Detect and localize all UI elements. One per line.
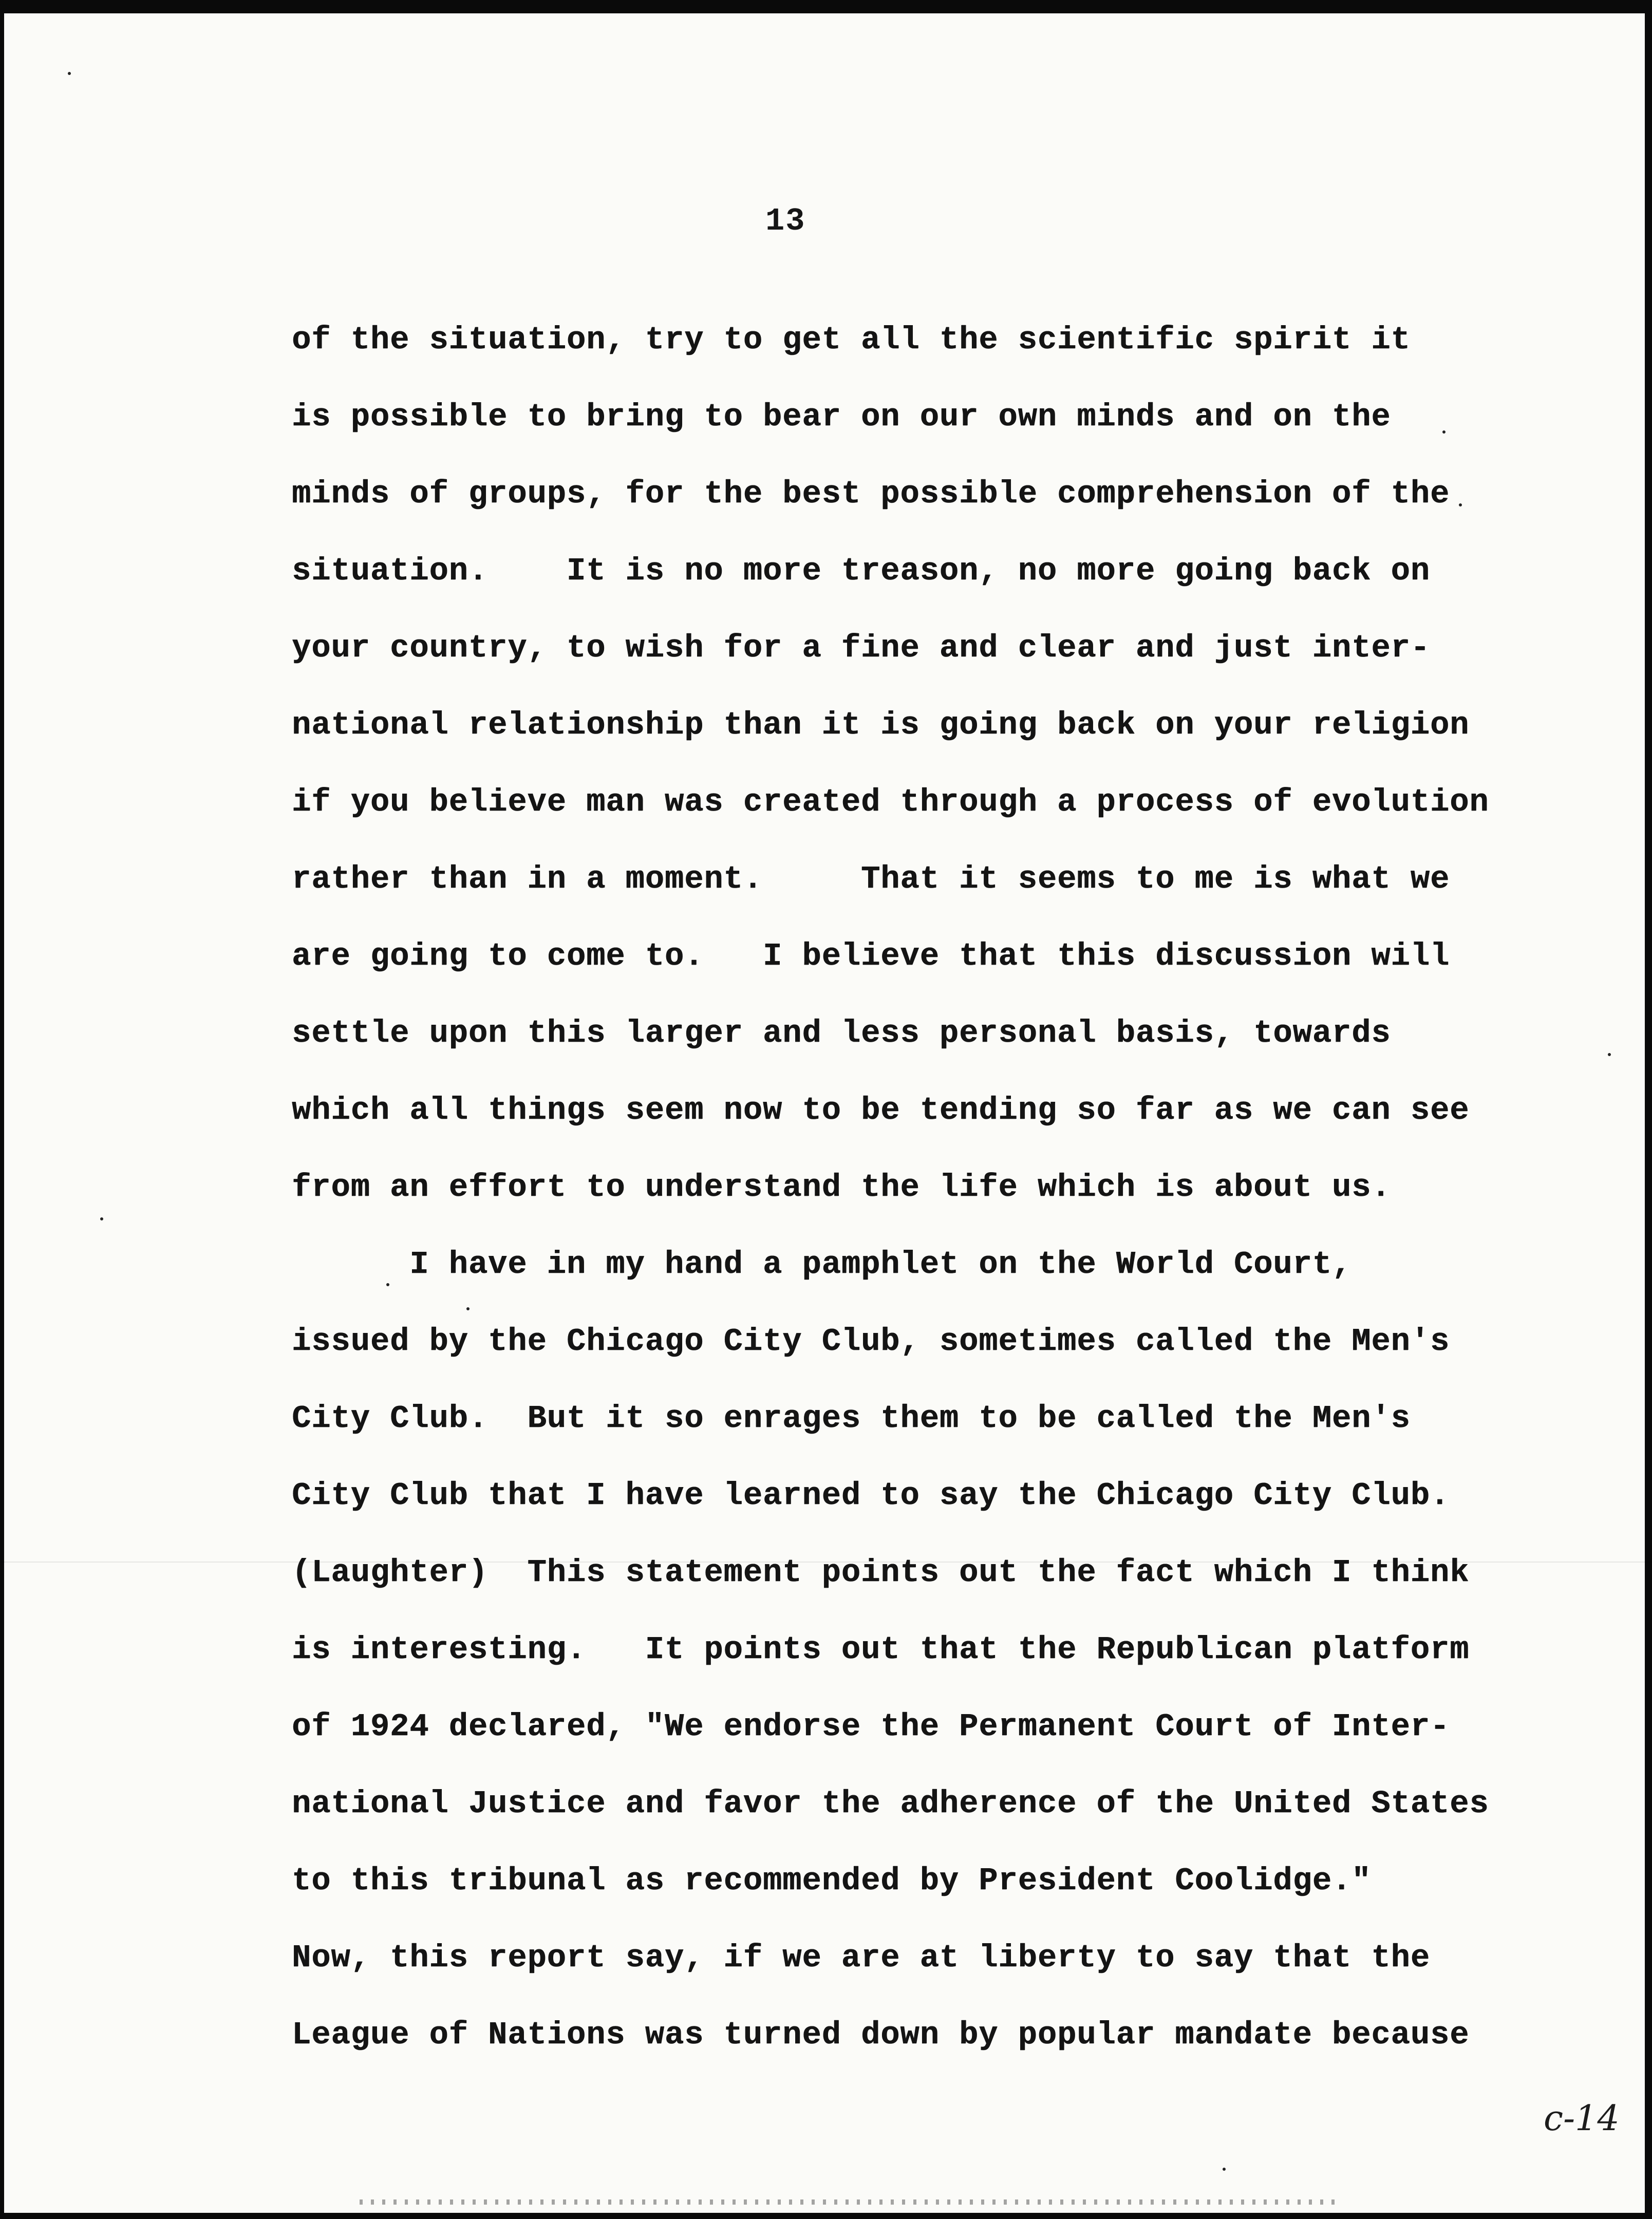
text-line: of 1924 declared, "We endorse the Permanent Court of Inter- <box>292 1708 1450 1745</box>
text-line: rather than in a moment. That it seems to me is what we <box>292 861 1450 897</box>
page-number: 13 <box>765 203 806 239</box>
scan-speck <box>466 1307 470 1310</box>
body-text <box>292 319 1504 2092</box>
text-line: of the situation, try to get all the scientific spirit it <box>292 322 1411 358</box>
text-line: minds of groups, for the best possible comprehension of the <box>292 476 1450 512</box>
handwritten-page-note: c-14 <box>1544 2098 1620 2139</box>
text-line: Now, this report say, if we are at liberty to say that the <box>292 1940 1430 1976</box>
text-line: from an effort to understand the life which is about us. <box>292 1169 1391 1206</box>
text-line: situation. It is no more treason, no more going back on <box>292 553 1430 589</box>
scan-speck <box>1459 503 1462 506</box>
text-line: settle upon this larger and less personal basis, towards <box>292 1015 1391 1051</box>
text-line: national relationship than it is going back on your religion <box>292 707 1470 743</box>
text-line: to this tribunal as recommended by President Coolidge." <box>292 1863 1372 1899</box>
text-line: if you believe man was created through a process of evolution <box>292 784 1489 820</box>
scan-smudge <box>360 2199 1336 2205</box>
text-line: City Club that I have learned to say the Chicago City Club. <box>292 1477 1450 1514</box>
scan-speck <box>68 72 71 75</box>
scan-speck <box>1442 430 1446 434</box>
scan-speck <box>386 1283 389 1286</box>
text-line: your country, to wish for a fine and clear and just inter- <box>292 630 1430 666</box>
scan-border-top <box>0 0 1652 13</box>
scan-border-right <box>1645 0 1652 2219</box>
text-line: (Laughter) This statement points out the fact which I think <box>292 1554 1470 1591</box>
scan-speck <box>1223 2168 1226 2171</box>
scan-border-left <box>0 0 4 2219</box>
scan-speck <box>100 1217 103 1220</box>
text-line: is interesting. It points out that the Republican platform <box>292 1631 1470 1668</box>
text-line: which all things seem now to be tending so far as we can see <box>292 1092 1470 1129</box>
text-line: is possible to bring to bear on our own minds and on the <box>292 399 1391 435</box>
text-line: national Justice and favor the adherence of the United States <box>292 1785 1489 1822</box>
scan-border-bottom <box>0 2213 1652 2219</box>
text-line: are going to come to. I believe that this discussion will <box>292 938 1450 974</box>
text-line: City Club. But it so enrages them to be called the Men's <box>292 1400 1411 1437</box>
scan-speck <box>1608 1053 1611 1056</box>
text-line: issued by the Chicago City Club, sometimes called the Men's <box>292 1323 1450 1360</box>
text-line: League of Nations was turned down by popular mandate because <box>292 2017 1470 2053</box>
text-line: I have in my hand a pamphlet on the World Court, <box>292 1246 1352 1283</box>
